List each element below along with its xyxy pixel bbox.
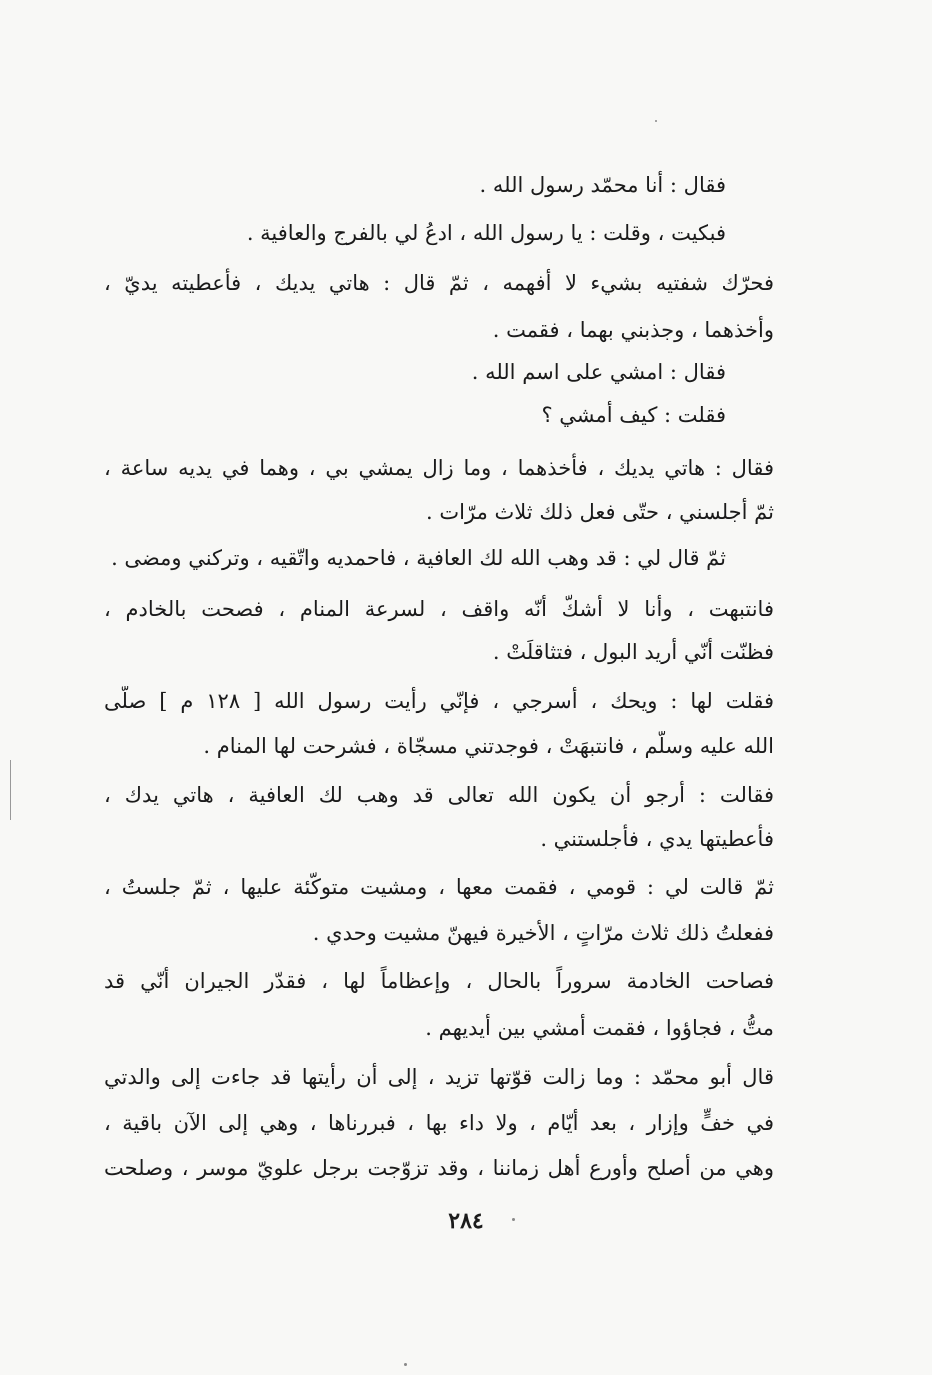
text-line: ثمّ أجلسني ، حتّى فعل ذلك ثلاث مرّات . — [426, 500, 774, 524]
text-line: وهي من أصلح وأورع أهل زماننا ، وقد تزوّجت برجل علويّ موسر ، وصلحت — [104, 1156, 774, 1180]
text-line: فأعطيتها يدي ، فأجلستني . — [540, 827, 774, 851]
text-line: فقلت لها : ويحك ، أسرجي ، فإنّي رأيت رسول الله [ ١٢٨ م ] صلّى — [104, 689, 774, 713]
text-line: فقال : هاتي يديك ، فأخذهما ، وما زال يمشي بي ، وهما في يديه ساعة ، — [104, 456, 774, 480]
text-line: فقال : أنا محمّد رسول الله . — [479, 173, 726, 197]
text-line: فبكيت ، وقلت : يا رسول الله ، ادعُ لي بالفرج والعافية . — [246, 221, 726, 245]
scan-edge-mark — [10, 760, 11, 820]
text-line: وأخذهما ، وجذبني بهما ، فقمت . — [492, 318, 774, 342]
text-line: ففعلتُ ذلك ثلاث مرّاتٍ ، الأخيرة فيهنّ مشيت وحدي . — [312, 921, 774, 945]
text-line: فقالت : أرجو أن يكون الله تعالى قد وهب لك العافية ، هاتي يدك ، — [104, 783, 774, 807]
text-line: الله عليه وسلّم ، فانتبهَتْ ، فوجدتني مسجّاة ، فشرحت لها المنام . — [203, 734, 774, 758]
text-line: متُّ ، فجاؤوا ، فقمت أمشي بين أيديهم . — [425, 1016, 774, 1040]
page-number: ٢٨٤ — [448, 1208, 484, 1234]
scan-speck — [512, 1218, 515, 1221]
text-line: في خفٍّ وإزار ، بعد أيّام ، ولا داء بها ، فبررناها ، وهي إلى الآن باقية ، — [104, 1111, 774, 1135]
text-line: ثمّ قالت لي : قومي ، فقمت معها ، ومشيت متوكّئة عليها ، ثمّ جلستُ ، — [104, 875, 774, 899]
text-line: فقلت : كيف أمشي ؟ — [541, 403, 726, 427]
scan-speck — [404, 1363, 407, 1366]
text-line: فحرّك شفتيه بشيء لا أفهمه ، ثمّ قال : هاتي يديك ، فأعطيته يديّ ، — [104, 271, 774, 295]
text-line: فصاحت الخادمة سروراً بالحال ، وإعظاماً لها ، فقدّر الجيران أنّي قد — [104, 969, 774, 993]
scan-speck — [655, 120, 657, 122]
text-line: فانتبهت ، وأنا لا أشكّ أنّه واقف ، لسرعة المنام ، فصحت بالخادم ، — [104, 597, 774, 621]
text-line: ثمّ قال لي : قد وهب الله لك العافية ، فاحمديه واتّقيه ، وتركني ومضى . — [111, 546, 726, 570]
text-line: قال أبو محمّد : وما زالت قوّتها تزيد ، إلى أن رأيتها قد جاءت إلى والدتي — [104, 1065, 774, 1089]
text-line: فظنّت أنّي أريد البول ، فتثاقلَتْ . — [492, 640, 774, 664]
text-line: فقال : امشي على اسم الله . — [471, 360, 726, 384]
